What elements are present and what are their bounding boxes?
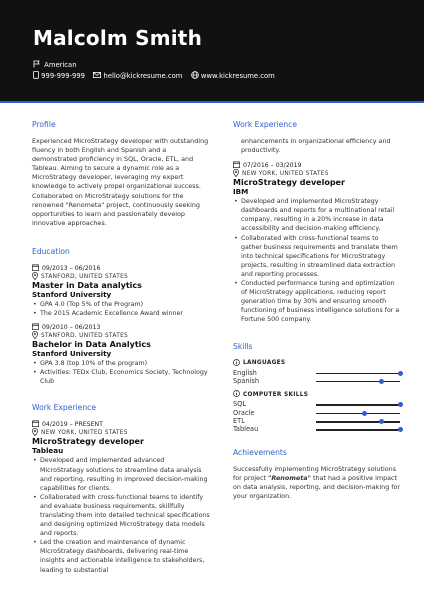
skill-row — [233, 409, 401, 417]
list-item: • Developed and implemented MicroStrategy dashboards and reports for a multinational retail company, resulting in a 20% increase in data accessibility and decision-making efficiency. — [233, 197, 401, 233]
list-item: • Developed and implemented advanced MicroStrategy solutions to streamline data analysis and reporting, resulting in improved decision-making capabilities for clients. — [32, 456, 210, 492]
list-item: • GPA 4.0 (Top 5% of the Program) — [32, 300, 210, 309]
entry-date: 07/2016 – 03/2019 — [233, 161, 401, 170]
entry-date: 09/2013 – 06/2016 — [32, 264, 210, 273]
candidate-name: Malcolm Smith — [33, 26, 203, 50]
education-entry — [32, 323, 210, 386]
right-column — [233, 120, 401, 501]
skill-name: Spanish — [233, 376, 260, 385]
skill-bar — [316, 381, 400, 383]
skill-level-dot — [398, 371, 403, 376]
work-experience-title: Work Experience — [32, 403, 96, 413]
nationality: American — [44, 61, 77, 69]
education-bullets — [32, 300, 210, 318]
education-title: Education — [32, 246, 70, 256]
skill-row — [233, 400, 401, 408]
info-icon — [233, 390, 240, 399]
project-name: "Renometa" — [268, 473, 311, 482]
phone[interactable]: 999-999-999 — [41, 72, 85, 80]
skill-bar — [316, 373, 400, 375]
resume-header — [0, 0, 424, 101]
skill-row — [233, 425, 401, 433]
degree: Master in Data analytics — [32, 280, 142, 290]
list-item: • Activities: TEDx Club, Economics Society, Technology Club — [32, 368, 210, 386]
list-item: • Collaborated with cross-functional teams to gather business requirements and translate them into technical specifications for MicroStrategy projects, resulting in streamlined data extraction and reporting processes. — [233, 234, 401, 279]
computer-skills-heading: COMPUTER SKILLS — [233, 390, 401, 399]
work-bullets — [32, 456, 210, 574]
contact-line — [33, 71, 275, 81]
job-role: MicroStrategy developer — [32, 437, 144, 447]
email[interactable]: hello@kickresume.com — [103, 72, 183, 80]
list-item: • GPA 3.8 (top 10% of the program) — [32, 359, 210, 368]
skill-row — [233, 417, 401, 425]
work-experience-section — [233, 120, 401, 325]
list-item: • Collaborated with cross-functional teams to identify and evaluate business requirements, skillfully translating them into detailed technical specifications and designing optimized MicroStrategy data models and reports. — [32, 493, 210, 538]
skill-name: English — [233, 368, 257, 377]
skill-bar — [316, 404, 400, 406]
entry-location: NEW YORK, UNITED STATES — [233, 170, 401, 178]
education-section — [32, 247, 210, 386]
entry-date: 09/2010 – 06/2013 — [32, 323, 210, 332]
skill-bar — [316, 429, 400, 431]
header-accent-line — [0, 101, 424, 103]
education-entry — [32, 264, 210, 318]
email-icon — [93, 72, 101, 80]
info-icon — [233, 359, 240, 368]
skill-bar — [316, 413, 400, 415]
list-item: • Led the creation and maintenance of dynamic MicroStrategy dashboards, delivering real-time insights and actionable intelligence to stakeholders, leading to substantial — [32, 538, 210, 574]
skill-level-dot — [398, 427, 403, 432]
skills-section — [233, 342, 401, 434]
profile-title: Profile — [32, 120, 56, 129]
school: Stanford University — [32, 349, 112, 359]
globe-icon — [191, 71, 199, 81]
language-list — [233, 369, 401, 386]
continued-text: enhancements in organizational efficiency and productivity. — [241, 137, 391, 155]
work-entry — [233, 161, 401, 324]
school: Stanford University — [32, 289, 112, 299]
achievements-section — [233, 448, 401, 501]
entry-location: STANFORD, UNITED STATES — [32, 273, 210, 281]
skill-level-dot — [362, 411, 367, 416]
computer-skill-list — [233, 400, 401, 434]
entry-date: 04/2019 – PRESENT — [32, 420, 210, 429]
entry-location: NEW YORK, UNITED STATES — [32, 429, 210, 437]
entry-location: STANFORD, UNITED STATES — [32, 332, 210, 340]
phone-icon — [33, 71, 39, 81]
skill-level-dot — [379, 419, 384, 424]
list-item: • Conducted performance tuning and optimization of MicroStrategy applications, reducing report generation time by 30% and ensuring smooth functioning of business intelligence solutions for a Fortune 500 company. — [233, 279, 401, 324]
languages-heading: LANGUAGES — [233, 359, 401, 368]
skill-level-dot — [398, 402, 403, 407]
skill-name: ETL — [233, 417, 245, 426]
skills-title: Skills — [233, 341, 253, 351]
flag-icon — [33, 60, 40, 70]
work-experience-section — [32, 403, 210, 574]
work-bullets — [233, 197, 401, 324]
skill-name: Oracle — [233, 408, 255, 417]
work-experience-title: Work Experience — [233, 120, 297, 129]
company: Tableau — [32, 446, 64, 456]
skill-bar — [316, 421, 400, 423]
skill-row — [233, 369, 401, 377]
degree: Bachelor in Data Analytics — [32, 340, 151, 350]
skill-level-dot — [379, 379, 384, 384]
left-column — [32, 120, 210, 575]
list-item: • The 2015 Academic Excellence Award winner — [32, 309, 210, 318]
job-role: MicroStrategy developer — [233, 178, 345, 188]
skill-row — [233, 377, 401, 385]
achievements-text: Successfully implementing MicroStrategy solutions for project "Renometa" that had a positive impact on data analysis, reporting, and decision-making for your organization. — [233, 464, 401, 501]
achievements-title: Achievements — [233, 447, 287, 457]
profile-section — [32, 120, 210, 228]
company: IBM — [233, 187, 249, 197]
skill-name: SQL — [233, 400, 247, 409]
profile-text: Experienced MicroStrategy developer with outstanding fluency in both English and Spanish and a demonstrated proficiency in SQL, Oracle, ETL, and Tableau. Aiming to secure a dynamic role as a MicroStrategy developer, leveraging my expert knowledge to actively propel organizational success. Collaborated on MicroStrategy solutions for the renowned "Renometa" project, continuously seeking opportunities to learn and passionately develop innovative approaches. — [32, 137, 209, 227]
education-bullets — [32, 359, 210, 386]
website[interactable]: www.kickresume.com — [200, 72, 275, 80]
nationality-line — [33, 60, 77, 70]
skill-name: Tableau — [233, 425, 259, 434]
